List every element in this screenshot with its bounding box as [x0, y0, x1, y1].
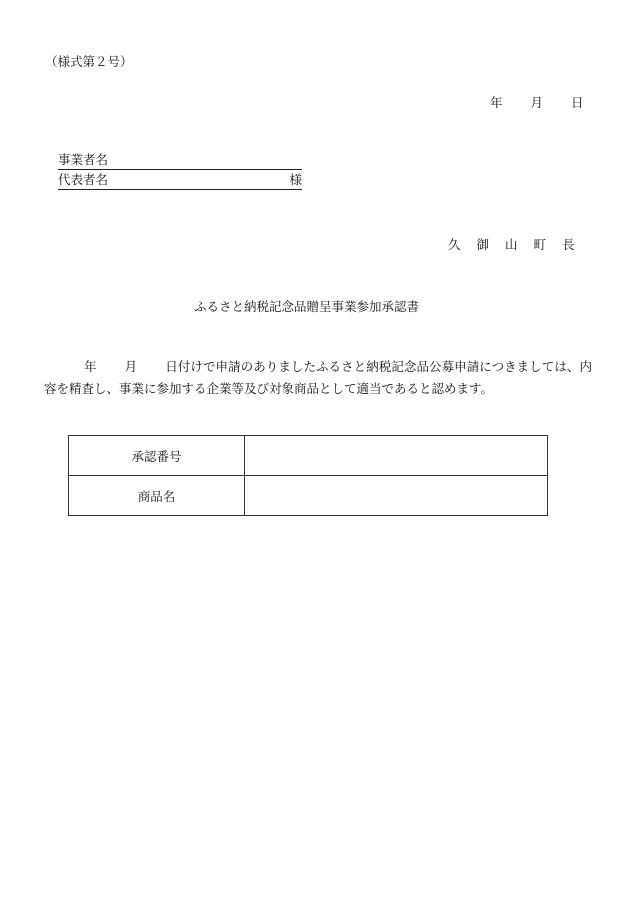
representative-line[interactable] [58, 172, 302, 190]
table-row [69, 476, 548, 516]
date-line [490, 93, 584, 111]
form-number: （様式第２号） [45, 54, 133, 69]
body-month: 月 [124, 359, 138, 374]
issuer-char: 御 [476, 237, 490, 252]
approval-info-table [68, 435, 548, 516]
issuer-char: 山 [505, 237, 518, 252]
honorific-sama: 様 [289, 172, 302, 187]
date-day: 日 [571, 95, 584, 110]
product-name-label: 商品名 [69, 476, 245, 516]
document-title: ふるさと納税記念品贈呈事業参加承認書 [194, 299, 420, 314]
issuer-char: 町 [533, 237, 547, 252]
issuer-char: 長 [562, 237, 575, 252]
representative-label: 代表者名 [58, 172, 109, 187]
table-row [69, 436, 548, 476]
approval-body-text [44, 356, 592, 400]
business-name-label: 事業者名 [58, 152, 109, 167]
issuer-title [448, 235, 575, 253]
business-name-line[interactable] [58, 152, 302, 170]
body-text: 日付けで申請のありましたふるさと納税記念品公募申請につきましては、内容を精査し、事業に参加する企業等及び対象商品として適当であると認めます。 [44, 359, 592, 396]
issuer-char: 久 [448, 237, 461, 252]
approval-number-value[interactable] [245, 436, 548, 476]
date-month: 月 [530, 95, 544, 110]
date-year: 年 [490, 95, 503, 110]
body-year: 年 [84, 359, 97, 374]
product-name-value[interactable] [245, 476, 548, 516]
approval-number-label: 承認番号 [69, 436, 245, 476]
